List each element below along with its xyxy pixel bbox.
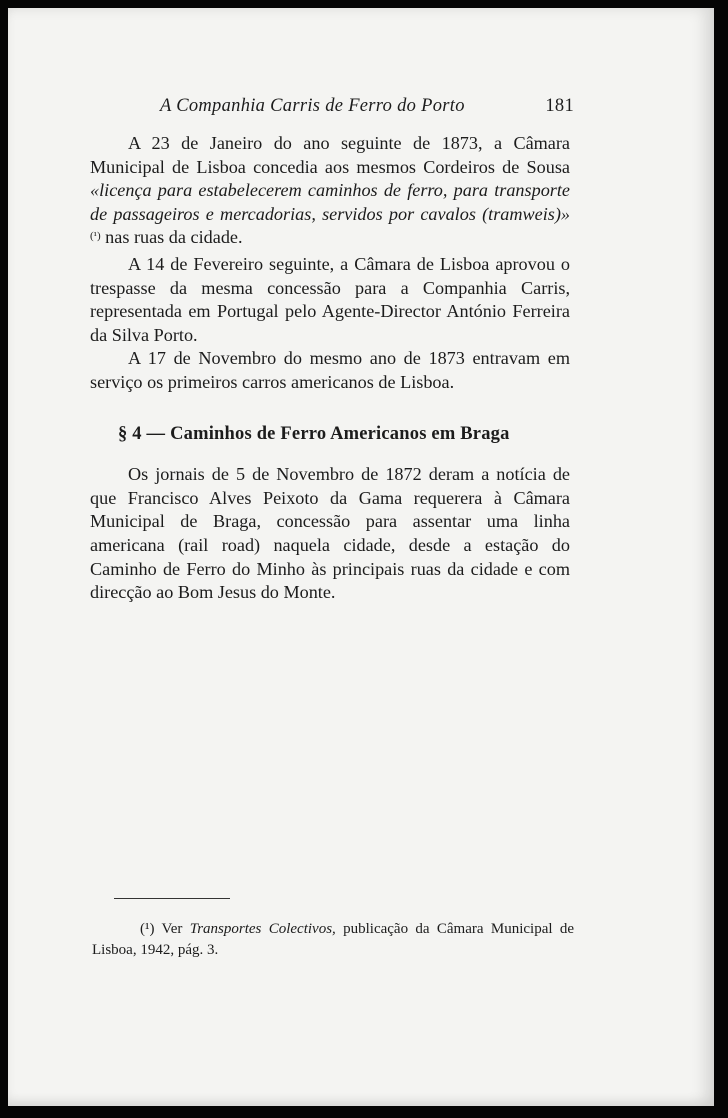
page-number: 181 bbox=[545, 96, 574, 116]
paragraph-braga: Os jornais de 5 de Novembro de 1872 deram a notícia de que Francisco Alves Peixoto da Gama requerera à Câmara Municipal de Braga, concessão para assentar uma linha americana (rail road) naquela cidade, desde a estação do Caminho de Ferro do Minho às principais ruas da cidade e com direcção ao Bom Jesus do Monte. bbox=[90, 464, 570, 603]
footnote-reference: (¹) bbox=[90, 230, 101, 243]
running-header bbox=[160, 96, 574, 117]
body-text bbox=[90, 132, 570, 605]
running-title: A Companhia Carris de Ferro do Porto bbox=[160, 96, 465, 116]
paragraph-carris-transfer: A 14 de Fevereiro seguinte, a Câmara de Lisboa aprovou o trespasse da mesma concessão para a Companhia Carris, representada em Portugal pelo Agente-Director António Ferreira da Silva Porto. bbox=[90, 253, 570, 345]
footnote-divider bbox=[114, 898, 230, 899]
quoted-license: «licença para estabelecerem caminhos de ferro, para transporte de passageiros e mercadorias, servidos por cavalos (tramweis)» bbox=[90, 180, 570, 224]
paragraph-lisboa-concession: A 23 de Janeiro do ano seguinte de 1873, a Câmara Municipal de Lisboa concedia aos mesmos Cordeiros de Sousa «licença para estabelecerem caminhos de ferro, para transporte de passageiros e mercadorias, servidos por cavalos (tramweis)» $^{(^1)}$ nas ruas da cidade. bbox=[90, 133, 570, 248]
paragraph-first-cars: A 17 de Novembro do mesmo ano de 1873 entravam em serviço os primeiros carros americanos de Lisboa. bbox=[90, 348, 570, 392]
footnote-publication-title: Transportes Colectivos, bbox=[189, 921, 336, 937]
book-page bbox=[8, 8, 714, 1106]
footnote: (¹) Ver Transportes Colectivos, publicação da Câmara Municipal de Lisboa, 1942, pág. 3. bbox=[92, 921, 574, 958]
footnote-marker: (¹) bbox=[140, 921, 155, 937]
section-heading: § 4 — Caminhos de Ferro Americanos em Braga bbox=[118, 423, 510, 444]
